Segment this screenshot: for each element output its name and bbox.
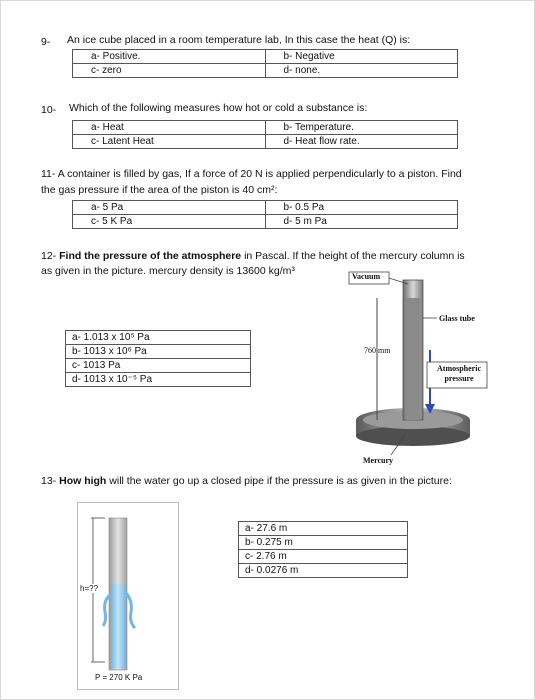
q13-bold-text: How high xyxy=(59,475,107,487)
vacuum-label: Vacuum xyxy=(352,272,381,281)
q11-option-a[interactable]: a- 5 Pa xyxy=(73,201,266,215)
q9-option-c[interactable]: c- zero xyxy=(73,64,266,78)
q9-text: An ice cube placed in a room temperature lab, In this case the heat (Q) is: xyxy=(67,34,411,46)
q13-rest-text: will the water go up a closed pipe if the pressure is as given in the picture: xyxy=(106,475,452,487)
q12-text-line1 xyxy=(41,248,465,264)
q11-text-line1: 11- A container is filled by gas, If a force of 20 N is applied perpendicularly to a piston. Find xyxy=(41,168,462,180)
glass-tube-label: Glass tube xyxy=(439,314,475,323)
q11-option-d[interactable]: d- 5 m Pa xyxy=(265,215,458,229)
atmospheric-label-1: Atmospheric xyxy=(437,364,481,373)
q10-option-b[interactable]: b- Temperature. xyxy=(265,121,458,135)
q10-option-c[interactable]: c- Latent Heat xyxy=(73,135,266,149)
q13-number: 13- xyxy=(41,475,57,487)
water-pipe-figure xyxy=(77,502,179,690)
q12-option-b[interactable]: b- 1013 x 10⁶ Pa xyxy=(66,345,251,359)
q13-option-b[interactable]: b- 0.275 m xyxy=(239,536,408,550)
q9-option-d[interactable]: d- none. xyxy=(265,64,458,78)
q10-option-a[interactable]: a- Heat xyxy=(73,121,266,135)
q10-text: Which of the following measures how hot or cold a substance is: xyxy=(69,102,368,114)
q12-bold-text: Find the pressure of the atmosphere xyxy=(59,250,242,262)
water-column xyxy=(111,584,125,668)
height-label: 760 mm xyxy=(364,346,391,355)
q11-options-table xyxy=(72,200,458,229)
q11-text-line2: the gas pressure if the area of the piston is 40 cm²: xyxy=(41,184,278,196)
q12-rest-text: in Pascal. If the height of the mercury column is xyxy=(241,250,465,262)
q9-number: 9- xyxy=(41,36,51,48)
q13-option-c[interactable]: c- 2.76 m xyxy=(239,550,408,564)
q13-text xyxy=(41,473,452,489)
q9-options-table xyxy=(72,49,458,78)
q10-option-d[interactable]: d- Heat flow rate. xyxy=(265,135,458,149)
q12-option-c[interactable]: c- 1013 Pa xyxy=(66,359,251,373)
q12-number: 12- xyxy=(41,250,57,262)
q13-option-a[interactable]: a- 27.6 m xyxy=(239,522,408,536)
q9-option-b[interactable]: b- Negative xyxy=(265,50,458,64)
mercury-column xyxy=(406,298,420,420)
q12-options-table xyxy=(65,330,251,387)
pipe-height-label: h=?? xyxy=(80,584,99,593)
q12-text-line2: as given in the picture. mercury density is 13600 kg/m³ xyxy=(41,265,295,277)
pipe-pressure-label: P = 270 K Pa xyxy=(95,673,143,682)
q11-option-b[interactable]: b- 0.5 Pa xyxy=(265,201,458,215)
q11-option-c[interactable]: c- 5 K Pa xyxy=(73,215,266,229)
mercury-label: Mercury xyxy=(363,456,394,465)
atmospheric-label-2: pressure xyxy=(444,374,474,383)
q13-option-d[interactable]: d- 0.0276 m xyxy=(239,564,408,578)
q13-options-table xyxy=(238,521,408,578)
q10-number: 10- xyxy=(41,104,57,116)
q12-option-d[interactable]: d- 1013 x 10⁻⁵ Pa xyxy=(66,373,251,387)
q12-option-a[interactable]: a- 1.013 x 10⁵ Pa xyxy=(66,331,251,345)
q10-options-table xyxy=(72,120,458,149)
q9-option-a[interactable]: a- Positive. xyxy=(73,50,266,64)
